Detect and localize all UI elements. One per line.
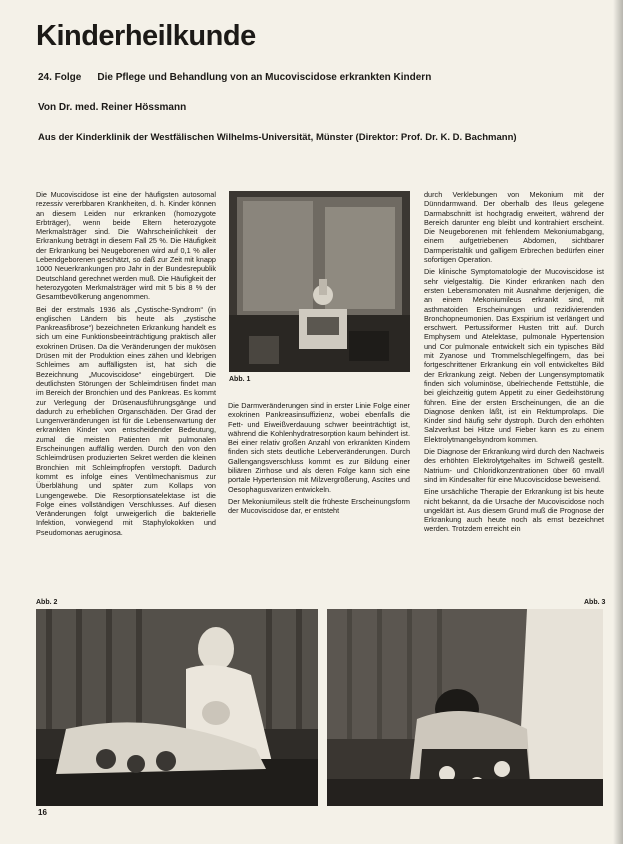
- text-column-middle: [228, 401, 410, 573]
- figure-2-caption: Abb. 2: [36, 599, 58, 606]
- figure-3-photo: [327, 609, 603, 806]
- paragraph: Die Mucoviscidose ist eine der häufigsten autosomal rezessiv vererbbaren Krankheiten, d. h. Kinder können an diesem Leiden nur erkranken (homozygote Erbträger), wenn beide Eltern heterozygote Merkmalsträger sind. Die Wahrscheinlichkeit der Erkrankung beträgt in diesem Fall 25 %. Die Häufigkeit der Erkrankung bei Neugeborenen wird auf 0,1 % aller Lebendgeborenen geschätzt, so daß zur Zeit mit knapp 1000 Neuerkrankungen pro Jahr in der Bundesrepublik Deutschland gerechnet werden muß. Die Häufigkeit der heterozygoten Merkmalsträger wird mit 5 bis 8 % der Gesamtbevölkerung angenommen.: [36, 190, 216, 302]
- series-line: [38, 72, 431, 84]
- series-title: Die Pflege und Behandlung von an Mucoviscidose erkrankten Kindern: [97, 72, 432, 83]
- text-column-left: [36, 190, 216, 572]
- page-edge-shadow: [613, 0, 623, 844]
- paragraph: Der Mekoniumileus stellt die früheste Erscheinungsform der Mucoviscidose dar, er entsteht: [228, 496, 410, 516]
- author-line: Von Dr. med. Reiner Hössmann: [38, 102, 187, 113]
- series-number: 24. Folge: [38, 72, 82, 83]
- figure-3-caption: Abb. 3: [584, 599, 606, 606]
- figure-1-photo: [229, 191, 410, 372]
- paragraph: Die Diagnose der Erkrankung wird durch den Nachweis des erhöhten Elektrolytgehaltes im Schweiß gestellt. Natrium- und Chloridkonzentrationen über 60 mval/l sind im Kindesalter für eine Mucoviscidose beweisend.: [424, 447, 604, 484]
- affiliation-line: Aus der Kinderklinik der Westfälischen Wilhelms-Universität, Münster (Direktor: Prof. Dr. K. D. Bachmann): [38, 132, 517, 143]
- paragraph: Die Darmveränderungen sind in erster Linie Folge einer exokrinen Pankreasinsuffizienz, wobei ebenfalls die Fett- und Eiweißverdauung schwer beeinträchtigt ist, während die Kohlenhydratresorption kaum behindert ist. Bei einer relativ großen Anzahl von erkrankten Kindern finden sich stets deutliche Leberveränderungen. Durch Gallengangsverschluss kommt es zur Bildung einer biliären Zirrhose und als deren Folge kann sich eine portale Hypertension mit Milzvergrößerung, Ascites und Oesophagusvarizen entwickeln.: [228, 401, 410, 494]
- paragraph: Eine ursächliche Therapie der Erkrankung ist bis heute nicht bekannt, da die Ursache der Mucoviscidose noch ungeklärt ist. Aus diesem Grund muß die Prognose der Erkrankung auch heute noch als ernst bezeichnet werden. Trotzdem erreicht ein: [424, 487, 604, 534]
- nurse-with-child-image: [36, 609, 318, 806]
- text-column-right: [424, 190, 604, 572]
- equipment-photo-image: [229, 191, 410, 372]
- paragraph: Bei der erstmals 1936 als „Cystische-Syndrom“ (in englischen Ländern bis heute als „zystische Pankreasfibrose“) bezeichneten Erkrankung handelt es sich um eine Funktionsbeeinträchtigung praktisch aller exokrinen Drüsen. Da die Veränderungen der mukösen Drüsen mit der Produktion eines zähen und klebrigen Schleimes am auffälligsten ist, hat sich die Bezeichnung „Mucoviscidose“ eingebürgert. Die deutlichsten Störungen der Schleimdrüsen findet man im Bereich der Bronchien und des Pankreas. Es kommt zur Verlegung der Drüsenausführungsgänge und dadurch zu erheblichen Organschäden. Der Grad der Lungenveränderungen ist für die Lebenserwartung der erkrankten Kinder von entscheidender Bedeutung, zumal die meisten Patienten mit pulmonalen Erscheinungen auffällig werden. Durch den von den Schleimdrüsen produzierten Sekret werden die kleinen Bronchien mit Schleimpfropfen verstopft. Dadurch kommt es infolge eines Ventilmechanismus zur Überblähung und später zum Kollaps von Lungengewebe. Die Resorptionsatelektase ist die Folge eines vollständigen Verschlusses. Auf diesen Veränderungen folgt unweigerlich die bakterielle Infektion, vorwiegend mit Staphylokokken und Pseudomonas aeruginosa.: [36, 304, 216, 537]
- paragraph: Die klinische Symptomatologie der Mucoviscidose ist sehr vielgestaltig. Die Kinder erkranken nach den ersten Lebensmonaten mit Ausnahme derjenigen, die an einem Mekoniumileus erkrankt sind, mit asthmatoiden Erscheinungen und rezidivierenden Bronchopneumonien. Das Exspirium ist verlängert und erschwert. Pertussiformer Husten tritt auf. Durch Emphysem und Atelektase, pulmonale Hypertension und Cor pulmonale entwickelt sich ein typisches Bild mit Zyanose und Trommelschlegelfingern, das bei fortgeschrittener Erkrankung ein voll entwickeltes Bild der Erkrankung zeigt. Neben der Lungensymptomatik finden sich voluminöse, übelriechende Fettstühle, die bei gleichzeitig gutem Appetit zu einer Gedeihstörung führen. Eine der ersten Erscheinungen, die an die Diagnose denken läßt, ist ein Rektumprolaps. Die Kinder sind häufig sehr dystroph. Durch den erhöhten Salzverlust bei Hitze und Fieber kann es zu einem Elektrolytmangelsyndrom kommen.: [424, 267, 604, 444]
- article-title: Kinderheilkunde: [36, 20, 256, 52]
- page-number: 16: [38, 808, 47, 817]
- figure-2-photo: [36, 609, 318, 806]
- paragraph: durch Verklebungen von Mekonium mit der Dünndarmwand. Der oberhalb des Ileus gelegene Darmabschnitt ist hochgradig erweitert, während der Bereich darunter eng bleibt und kontrahiert erscheint. Die Neugeborenen mit fehlendem Mekoniumabgang, einem aufgetriebenen Abdomen, sichtbarer Darmperistaltik und galligem Erbrechen bedürfen einer sofortigen Operation.: [424, 190, 604, 265]
- figure-1-caption: Abb. 1: [229, 376, 251, 383]
- patting-treatment-image: [327, 609, 603, 806]
